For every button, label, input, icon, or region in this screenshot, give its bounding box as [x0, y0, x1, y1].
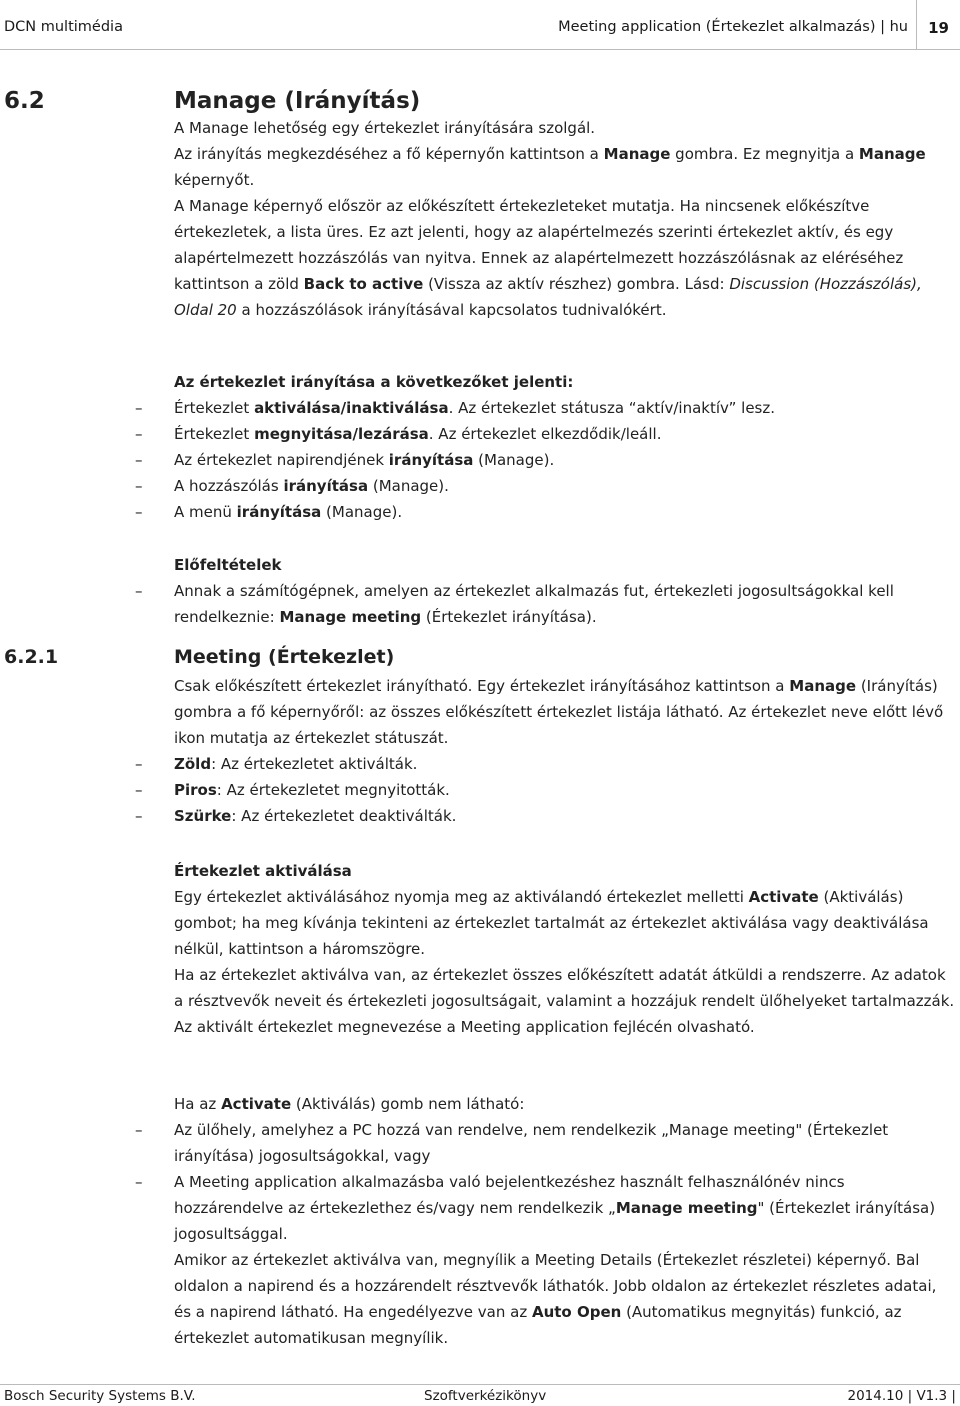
- list-item: – Az értekezlet napirendjének irányítása (Manage).: [135, 447, 958, 473]
- meeting-intro: [174, 673, 958, 829]
- intro-paragraph: Az irányítás megkezdéséhez a fő képernyőn kattintson a Manage gombra. Ez megnyitja a Manage képernyőt.: [174, 145, 926, 189]
- prerequisites-list: [174, 578, 958, 630]
- footer-company: Bosch Security Systems B.V.: [4, 1388, 196, 1404]
- prerequisites-block: [174, 552, 958, 630]
- page-footer: [0, 1384, 960, 1406]
- page-number: 19: [916, 0, 960, 50]
- header-document-title: Meeting application (Értekezlet alkalmazás) | hu: [558, 19, 908, 35]
- activation-title: Értekezlet aktiválása: [174, 862, 352, 880]
- list-item: – Piros: Az értekezletet megnyitották.: [135, 777, 958, 803]
- body-paragraph: Ha az értekezlet aktiválva van, az értekezlet összes előkészített adatát átküldi a rendszerre. Az adatok a résztvevők neveit és értekezleti jogosultságait, valamint a hozzájuk rendelt ülőhelyeket tartalmazzák. Az aktivált értekezlet megnevezése a Meeting application fejlécén olvasható.: [174, 966, 955, 1036]
- list-item: – A hozzászólás irányítása (Manage).: [135, 473, 958, 499]
- intro-paragraph: A Manage képernyő először az előkészített értekezleteket mutatja. Ha nincsenek előkészítve értekezletek, a lista üres. Ez azt jelenti, hogy az alapértelmezés szerinti értekezlet aktív, és egy alapértelmezett hozzászólás van nyitva. Ennek az alapértelmezett hozzászólásnak az eléréséhez kattintson a zöld Back to active (Vissza az aktív részhez) gombra. Lásd: Discussion (Hozzászólás), Oldal 20 a hozzászólások irányításával kapcsolatos tudnivalókért.: [174, 197, 922, 319]
- means-list: [174, 395, 958, 525]
- list-item: – Értekezlet megnyitása/lezárása. Az értekezlet elkezdődik/leáll.: [135, 421, 958, 447]
- intro-paragraph: A Manage lehetőség egy értekezlet irányítására szolgál.: [174, 119, 596, 137]
- list-item: – Annak a számítógépnek, amelyen az értekezlet alkalmazás fut, értekezleti jogosultságokkal kell rendelkeznie: Manage meeting (Értekezlet irányítása).: [135, 578, 958, 630]
- body-paragraph: Ha az Activate (Aktiválás) gomb nem látható:: [174, 1095, 525, 1113]
- page-header: [0, 0, 960, 50]
- header-brand: DCN multimédia: [4, 19, 123, 35]
- body-paragraph: Csak előkészített értekezlet irányítható. Egy értekezlet irányításához kattintson a Manage (Irányítás) gombra a fő képernyőről: az összes előkészített értekezlet listája látható. Az értekezlet neve előtt lévő ikon mutatja az értekezlet státuszát.: [174, 677, 944, 747]
- prerequisites-title: Előfeltételek: [174, 556, 282, 574]
- footer-version: 2014.10 | V1.3 |: [847, 1388, 956, 1404]
- section-number: 6.2: [4, 88, 45, 114]
- means-title: Az értekezlet irányítása a következőket jelenti:: [174, 373, 574, 391]
- means-block: [174, 369, 958, 525]
- reasons-list: [174, 1117, 958, 1247]
- list-item: – Az ülőhely, amelyhez a PC hozzá van rendelve, nem rendelkezik „Manage meeting" (Értekezlet irányítása) jogosultságokkal, vagy: [135, 1117, 958, 1169]
- list-item: – Értekezlet aktiválása/inaktiválása. Az értekezlet státusza “aktív/inaktív” lesz.: [135, 395, 958, 421]
- activation-block: [174, 858, 958, 1040]
- body-paragraph: Egy értekezlet aktiválásához nyomja meg az aktiválandó értekezlet melletti Activate (Aktiválás) gombot; ha meg kívánja tekinteni az értekezlet tartalmát az értekezlet aktiválása vagy deaktiválása nélkül, kattintson a háromszögre.: [174, 888, 929, 958]
- section-title: Manage (Irányítás): [174, 88, 421, 114]
- footer-document: Szoftverkézikönyv: [424, 1388, 547, 1404]
- cross-reference-link[interactable]: Discussion (Hozzászólás), Oldal 20: [174, 275, 922, 319]
- list-item: – A Meeting application alkalmazásba való bejelentkezéshez használt felhasználónév nincs hozzárendelve az értekezlethez és/vagy nem rendelkezik „Manage meeting" (Értekezlet irányítása) jogosultsággal.: [135, 1169, 958, 1247]
- list-item: – Szürke: Az értekezletet deaktiválták.: [135, 803, 958, 829]
- list-item: – A menü irányítása (Manage).: [135, 499, 958, 525]
- subsection-title: Meeting (Értekezlet): [174, 646, 395, 668]
- section-intro: [174, 115, 958, 323]
- body-paragraph: Amikor az értekezlet aktiválva van, megnyílik a Meeting Details (Értekezlet részletei) képernyő. Bal oldalon a napirend és a hozzárendelt résztvevők láthatók. Jobb oldalon az értekezlet részletes adatai, és a napirend látható. Ha engedélyezve van az Auto Open (Automatikus megnyitás) funkció, az értekezlet automatikusan megnyílik.: [174, 1251, 937, 1347]
- activate-not-visible-block: [174, 1091, 958, 1351]
- subsection-number: 6.2.1: [4, 646, 59, 668]
- status-list: [174, 751, 958, 829]
- list-item: – Zöld: Az értekezletet aktiválták.: [135, 751, 958, 777]
